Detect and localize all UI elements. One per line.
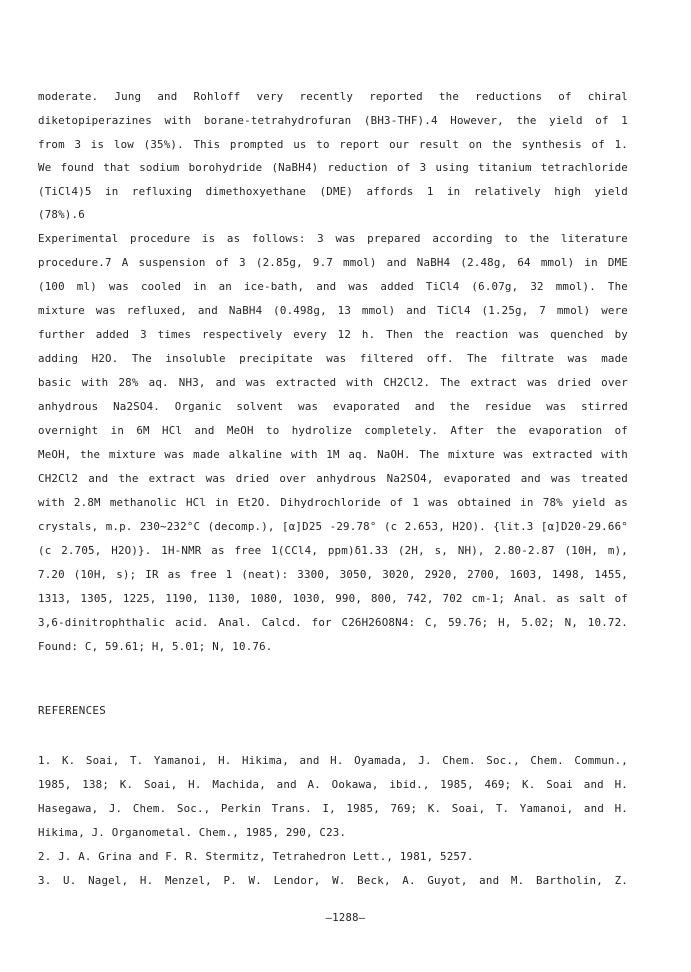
body-line-8: procedure.7 A suspension of 3 (2.85g, 9.7 mmol) and NaBH4 (2.48g, 64 mmol) in DME xyxy=(38,256,628,269)
body-line-23: 3,6-dinitrophthalic acid. Anal. Calcd. for C26H26O8N4: C, 59.76; H, 5.02; N, 10.72. xyxy=(38,616,628,629)
body-line-5: (TiCl4)5 in refluxing dimethoxyethane (DME) affords 1 in relatively high yield xyxy=(38,185,628,198)
references-heading: REFERENCES xyxy=(38,704,107,717)
body-line-18: with 2.8M methanolic HCl in Et2O. Dihydrochloride of 1 was obtained in 78% yield as xyxy=(38,496,628,509)
body-line-22: 1313, 1305, 1225, 1190, 1130, 1080, 1030, 990, 800, 742, 702 cm-1; Anal. as salt of xyxy=(38,592,628,605)
body-line-2: diketopiperazines with borane-tetrahydrofuran (BH3-THF).4 However, the yield of 1 xyxy=(38,114,628,127)
body-line-21: 7.20 (10H, s); IR as free 1 (neat): 3300, 3050, 3020, 2920, 2700, 1603, 1498, 1455, xyxy=(38,568,628,581)
body-line-7: Experimental procedure is as follows: 3 was prepared according to the literature xyxy=(38,232,628,245)
reference-line-3: Hasegawa, J. Chem. Soc., Perkin Trans. I, 1985, 769; K. Soai, T. Yamanoi, and H. xyxy=(38,802,628,815)
reference-line-2: 1985, 138; K. Soai, H. Machida, and A. Ookawa, ibid., 1985, 469; K. Soai and H. xyxy=(38,778,628,791)
reference-line-6: 3. U. Nagel, H. Menzel, P. W. Lendor, W. Beck, A. Guyot, and M. Bartholin, Z. xyxy=(38,874,628,887)
body-line-17: CH2Cl2 and the extract was dried over anhydrous Na2SO4, evaporated and was treated xyxy=(38,472,628,485)
body-line-11: further added 3 times respectively every 12 h. Then the reaction was quenched by xyxy=(38,328,628,341)
body-line-6: (78%).6 xyxy=(38,208,85,221)
body-line-12: adding H2O. The insoluble precipitate was filtered off. The filtrate was made xyxy=(38,352,628,365)
body-line-4: We found that sodium borohydride (NaBH4) reduction of 3 using titanium tetrachloride xyxy=(38,161,628,174)
body-line-15: overnight in 6M HCl and MeOH to hydrolize completely. After the evaporation of xyxy=(38,424,628,437)
body-line-14: anhydrous Na2SO4. Organic solvent was evaporated and the residue was stirred xyxy=(38,400,628,413)
body-line-19: crystals, m.p. 230~232°C (decomp.), [α]D25 -29.78° (c 2.653, H2O). {lit.3 [α]D20-29.66° xyxy=(38,520,628,533)
body-line-1: moderate. Jung and Rohloff very recently reported the reductions of chiral xyxy=(38,90,628,103)
body-line-24: Found: C, 59.61; H, 5.01; N, 10.76. xyxy=(38,640,273,653)
body-line-16: MeOH, the mixture was made alkaline with 1M aq. NaOH. The mixture was extracted with xyxy=(38,448,628,461)
reference-line-4: Hikima, J. Organometal. Chem., 1985, 290, C23. xyxy=(38,826,347,839)
body-line-20: (c 2.705, H2O)}. 1H-NMR as free 1(CCl4, ppm)δ1.33 (2H, s, NH), 2.80-2.87 (10H, m), xyxy=(38,544,628,557)
reference-line-5: 2. J. A. Grina and F. R. Stermitz, Tetrahedron Lett., 1981, 5257. xyxy=(38,850,474,863)
body-line-9: (100 ml) was cooled in an ice-bath, and was added TiCl4 (6.07g, 32 mmol). The xyxy=(38,280,628,293)
body-line-3: from 3 is low (35%). This prompted us to report our result on the synthesis of 1. xyxy=(38,138,628,151)
body-line-13: basic with 28% aq. NH3, and was extracted with CH2Cl2. The extract was dried over xyxy=(38,376,628,389)
page-number: —1288— xyxy=(325,912,366,924)
body-line-10: mixture was refluxed, and NaBH4 (0.498g, 13 mmol) and TiCl4 (1.25g, 7 mmol) were xyxy=(38,304,628,317)
reference-line-1: 1. K. Soai, T. Yamanoi, H. Hikima, and H. Oyamada, J. Chem. Soc., Chem. Commun., xyxy=(38,754,628,767)
